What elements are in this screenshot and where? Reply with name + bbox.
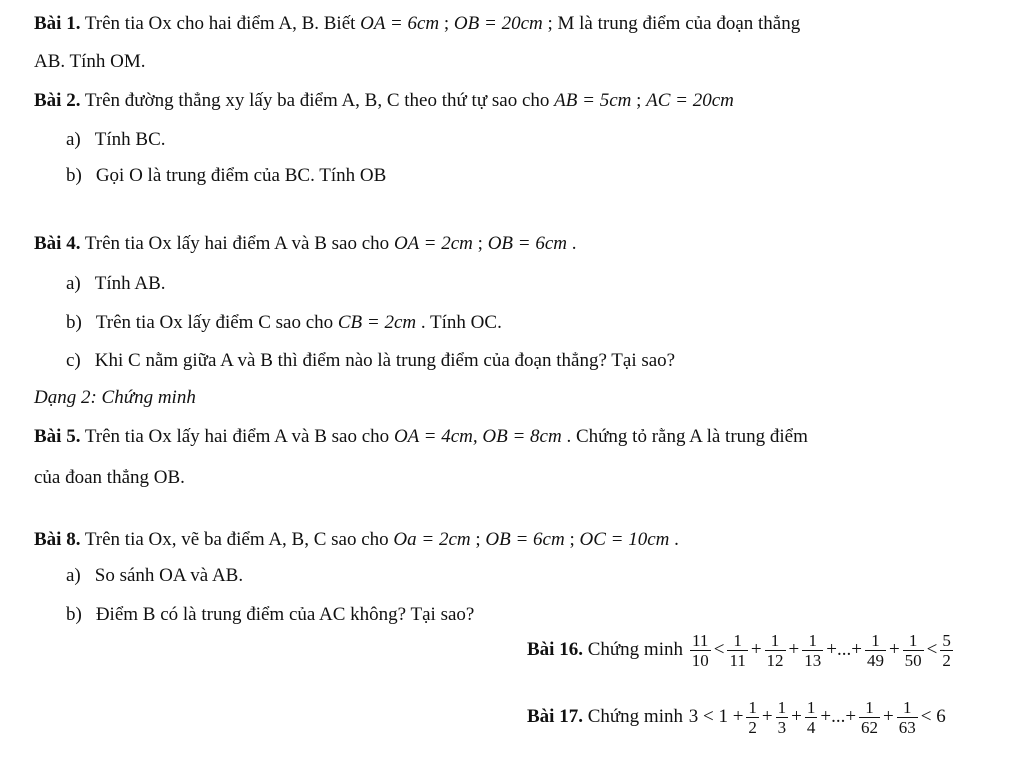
- bai16-frac-1-49-den: 49: [866, 651, 884, 671]
- bai17-frac-1-63-den: 63: [898, 718, 916, 738]
- bai17-plus-2: +: [791, 706, 802, 727]
- bai4-b-text-end: . Tính OC.: [416, 312, 502, 333]
- bai17-frac-1-62: [859, 698, 880, 737]
- bai5-text: Trên tia Ox lấy hai điểm A và B sao cho: [80, 426, 394, 447]
- bai2-b-mark: b): [66, 165, 82, 186]
- bai17-dots: +...+: [820, 706, 857, 727]
- bai2-a: [66, 128, 166, 152]
- bai1-text: Trên tia Ox cho hai điểm A, B. Biết: [80, 13, 361, 34]
- bai16-frac-11-10: [690, 631, 711, 670]
- bai17-frac-1-2-num: 1: [748, 698, 757, 718]
- bai8-sep2: ;: [564, 529, 580, 550]
- bai4-b-math: CB = 2cm: [337, 312, 417, 333]
- bai8-line1: [34, 528, 679, 552]
- bai2-label: Bài 2.: [34, 90, 81, 111]
- bai4-a-mark: a): [66, 273, 81, 294]
- bai8-math-ob: OB = 6cm: [485, 529, 565, 550]
- bai4-a: [66, 272, 166, 296]
- bai4-math-oa: OA = 2cm: [393, 233, 473, 254]
- bai16-dots: +...+: [826, 639, 862, 660]
- bai4-a-text: Tính AB.: [94, 273, 166, 294]
- bai17-frac-1-3-den: 3: [777, 718, 787, 738]
- bai4-label: Bài 4.: [34, 233, 81, 254]
- bai17-frac-1-4-num: 1: [806, 698, 816, 718]
- bai1-math-oa: OA = 6cm: [360, 13, 440, 34]
- bai4-b-text: Trên tia Ox lấy điểm C sao cho: [95, 312, 338, 333]
- bai8-b-mark: b): [66, 604, 82, 625]
- bai4-c-mark: c): [66, 350, 81, 371]
- bai16-frac-5-2: [940, 631, 953, 670]
- bai17-tail: < 6: [920, 706, 946, 727]
- bai4-math-ob: OB = 6cm: [487, 233, 567, 254]
- bai16-text: Chứng minh: [582, 639, 688, 660]
- bai16-plus-3: +: [888, 639, 900, 660]
- bai4-c: [66, 349, 675, 373]
- bai16-frac-1-12-den: 12: [766, 651, 784, 671]
- bai8-b: [66, 603, 474, 627]
- bai5-line1: [34, 425, 808, 449]
- bai8-math-oa: Oa = 2cm: [393, 529, 471, 550]
- bai17-text: Chứng minh: [582, 706, 688, 727]
- bai4-b-mark: b): [66, 312, 82, 333]
- bai16-frac-1-13-den: 13: [804, 651, 822, 671]
- bai5-text-end: . Chứng tỏ rằng A là trung điểm: [561, 426, 808, 447]
- bai17-frac-1-63-num: 1: [897, 698, 918, 718]
- bai8-b-text: Điểm B có là trung điểm của AC không? Tại sao?: [95, 604, 475, 625]
- bai16-frac-1-12-num: 1: [765, 631, 786, 651]
- bai16-frac-1-12: [765, 631, 786, 670]
- bai17-lead: 3 < 1 +: [688, 706, 744, 727]
- bai4-sep: ;: [472, 233, 488, 254]
- bai17-frac-1-4: [805, 698, 818, 737]
- bai8-math-oc: OC = 10cm: [579, 529, 670, 550]
- bai16-label: Bài 16.: [527, 639, 583, 660]
- bai16-plus-2: +: [788, 639, 800, 660]
- bai17-plus-1: +: [761, 706, 773, 727]
- bai5-math: OA = 4cm, OB = 8cm: [393, 426, 562, 447]
- bai4-text: Trên tia Ox lấy hai điểm A và B sao cho: [80, 233, 394, 254]
- bai16-frac-1-50-num: 1: [903, 631, 924, 651]
- bai2-b-text: Gọi O là trung điểm của BC. Tính OB: [95, 165, 387, 186]
- bai1-text-end: ; M là trung điểm của đoạn thẳng: [542, 13, 801, 34]
- bai2-b: [66, 164, 386, 188]
- bai4-c-text: Khi C nằm giữa A và B thì điểm nào là trung điểm của đoạn thẳng? Tại sao?: [94, 350, 676, 371]
- bai17-frac-1-3: [776, 698, 789, 737]
- bai4-line1: [34, 232, 577, 256]
- bai16-lt-2: <: [926, 639, 938, 660]
- bai17-frac-1-4-den: 4: [806, 718, 816, 738]
- bai17-line: [527, 697, 947, 737]
- bai16-frac-1-49-num: 1: [865, 631, 886, 651]
- bai16-frac-1-11: [727, 631, 747, 670]
- bai16-frac-1-50: [903, 631, 924, 670]
- bai1-line1: [34, 12, 800, 36]
- bai2-math-ac: AC = 20cm: [646, 90, 734, 111]
- bai17-label: Bài 17.: [527, 706, 583, 727]
- bai17-frac-1-2: [746, 698, 759, 737]
- bai16-frac-5-2-num: 5: [942, 631, 951, 651]
- bai8-a-text: So sánh OA và AB.: [94, 565, 244, 586]
- bai1-sep: ;: [439, 13, 454, 34]
- bai17-frac-1-3-num: 1: [777, 698, 787, 718]
- bai1-math-ob: OB = 20cm: [453, 13, 543, 34]
- bai16-frac-1-49: [865, 631, 886, 670]
- bai2-a-text: Tính BC.: [94, 129, 166, 150]
- bai8-a: [66, 564, 243, 588]
- bai17-plus-3: +: [883, 706, 894, 727]
- bai16-frac-5-2-den: 2: [942, 651, 951, 671]
- bai16-frac-11-10-num: 11: [690, 631, 711, 651]
- bai1-label: Bài 1.: [34, 13, 81, 34]
- bai17-frac-1-62-den: 62: [861, 718, 879, 738]
- bai5-label: Bài 5.: [34, 426, 81, 447]
- bai16-frac-11-10-den: 10: [691, 651, 709, 671]
- bai5-line2: của đoan thẳng OB.: [34, 467, 185, 488]
- bai8-label: Bài 8.: [34, 529, 81, 550]
- bai17-frac-1-2-den: 2: [748, 718, 757, 738]
- bai17-frac-1-63: [897, 698, 918, 737]
- bai8-sep1: ;: [470, 529, 486, 550]
- bai2-sep: ;: [631, 90, 647, 111]
- bai16-plus-1: +: [750, 639, 762, 660]
- bai2-a-mark: a): [66, 129, 81, 150]
- bai8-end: .: [669, 529, 679, 550]
- bai17-frac-1-62-num: 1: [859, 698, 880, 718]
- bai16-frac-1-50-den: 50: [904, 651, 922, 671]
- bai16-frac-1-11-num: 1: [727, 631, 747, 651]
- bai16-frac-1-13: [802, 631, 823, 670]
- bai2-text: Trên đường thẳng xy lấy ba điểm A, B, C theo thứ tự sao cho: [80, 90, 555, 111]
- bai8-text: Trên tia Ox, vẽ ba điểm A, B, C sao cho: [80, 529, 394, 550]
- bai2-line1: [34, 89, 734, 113]
- bai4-b: [66, 311, 502, 335]
- bai16-line: [527, 630, 955, 670]
- bai2-math-ab: AB = 5cm: [554, 90, 632, 111]
- bai1-line2: AB. Tính OM.: [34, 51, 146, 72]
- bai16-frac-1-13-num: 1: [802, 631, 823, 651]
- bai16-frac-1-11-den: 11: [729, 651, 746, 671]
- dang2-heading: Dạng 2: Chứng minh: [34, 387, 196, 408]
- bai8-a-mark: a): [66, 565, 81, 586]
- bai16-lt-1: <: [713, 639, 725, 660]
- bai4-end: .: [567, 233, 577, 254]
